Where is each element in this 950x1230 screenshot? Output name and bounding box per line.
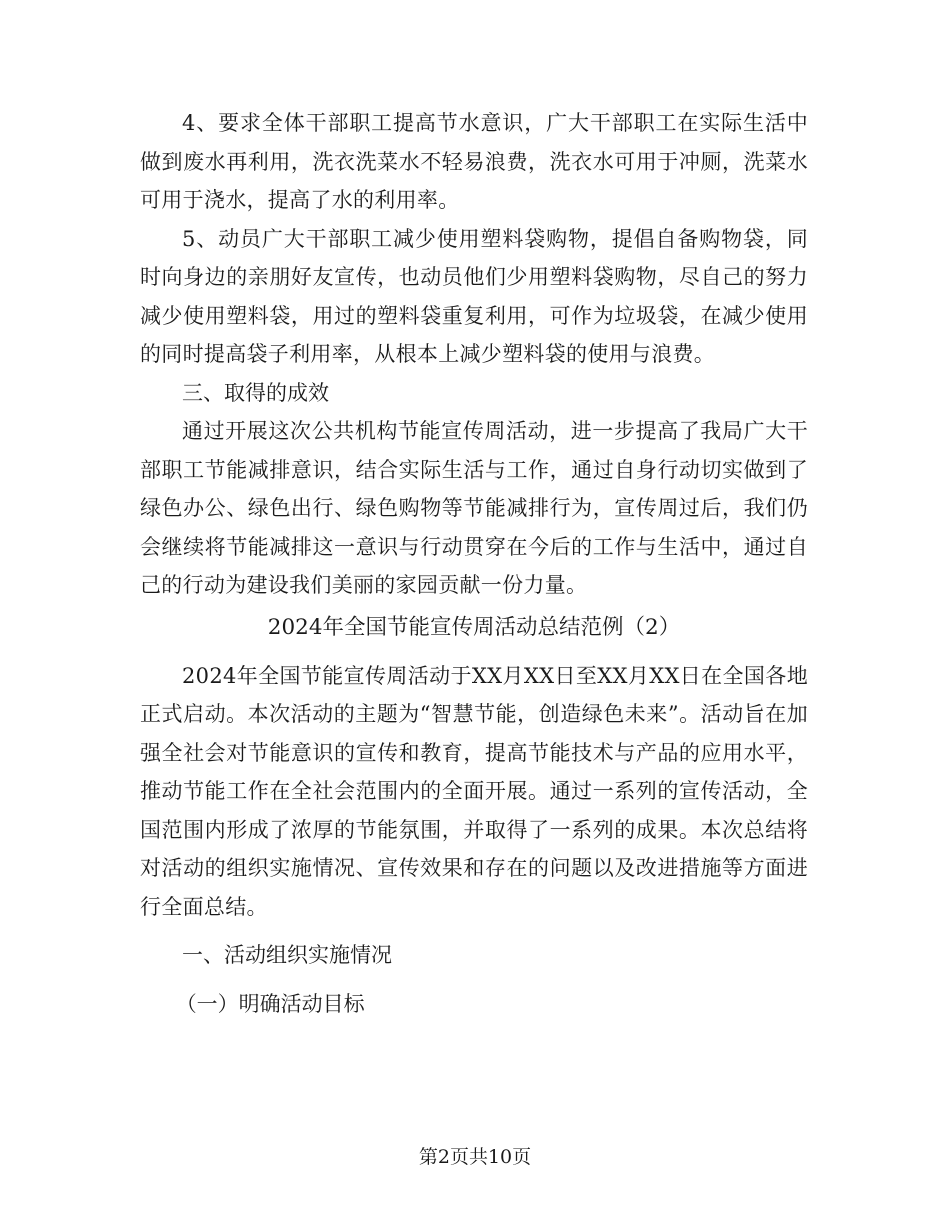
paragraph-item-4: 4、要求全体干部职工提高节水意识，广大干部职工在实际生活中做到废水再利用，洗衣洗菜水不轻易浪费，洗衣水可用于冲厕，洗菜水可用于浇水，提高了水的利用率。 [140,111,808,212]
intro-paragraph-2: 2024年全国节能宣传周活动于XX月XX日至XX月XX日在全国各地正式启动。本次活动的主题为“智慧节能，创造绿色未来”。活动旨在加强全社会对节能意识的宣传和教育，提高节能技术与产品的应用水平，推动节能工作在全社会范围内的全面开展。通过一系列的宣传活动，全国范围内形成了浓厚的节能氛围，并取得了一系列的成果。本次总结将对活动的组织实施情况、宣传效果和存在的问题以及改进措施等方面进行全面总结。 [140,663,808,919]
paragraph-item-5: 5、动员广大干部职工减少使用塑料袋购物，提倡自备购物袋，同时向身边的亲朋好友宣传，也动员他们少用塑料袋购物，尽自己的努力减少使用塑料袋，用过的塑料袋重复利用，可作为垃圾袋，在减少使用的同时提高袋子利用率，从根本上减少塑料袋的使用与浪费。 [140,226,808,366]
section-three-body: 通过开展这次公共机构节能宣传周活动，进一步提高了我局广大干部职工节能减排意识，结合实际生活与工作，通过自身行动切实做到了绿色办公、绿色出行、绿色购物等节能减排行为，宣传周过后，我们仍会继续将节能减排这一意识与行动贯穿在今后的工作与生活中，通过自己的行动为建设我们美丽的家园贡献一份力量。 [140,419,808,597]
page-number-footer: 第2页共10页 [418,1146,532,1168]
section-one-heading: 一、活动组织实施情况 [182,943,392,967]
section-three-heading: 三、取得的成效 [182,380,329,405]
subsection-one-heading: （一）明确活动目标 [175,991,365,1016]
document-title-2: 2024年全国节能宣传周活动总结范例（2） [267,614,681,640]
document-body [140,104,808,1023]
